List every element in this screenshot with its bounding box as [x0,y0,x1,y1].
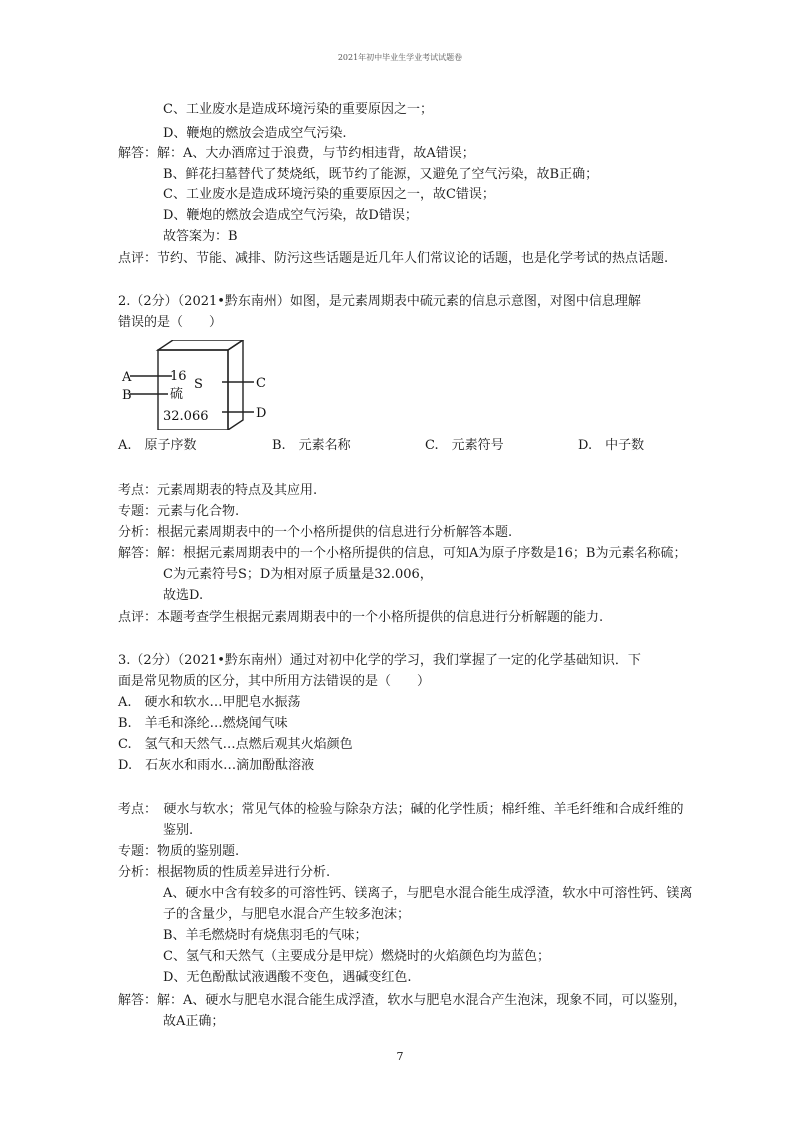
text-line: 考点： 硬水与软水；常见气体的检验与除杂方法；碱的化学性质；棉纤维、羊毛纤维和合成纤维的 [118,802,684,817]
text-line: 专题：元素与化合物. [118,504,240,519]
text-line: 点评：节约、节能、减排、防污这些话题是近几年人们常议论的话题，也是化学考试的热点话题. [118,251,669,266]
question-3-stem: 3.（2分）（2021•黔东南州）通过对初中化学的学习，我们掌握了一定的化学基础知识．下 [118,653,641,668]
question-3-option-c: C. 氢气和天然气…点燃后观其火焰颜色 [118,737,353,752]
page-header: 2021年初中毕业生学业考试试题卷 [337,53,463,62]
question-3-stem: 面是常见物质的区分，其中所用方法错误的是（ ） [118,674,431,689]
text-line: 考点：元素周期表的特点及其应用. [118,483,318,498]
text-line: B、鲜花扫墓替代了焚烧纸，既节约了能源，又避免了空气污染，故B正确； [163,167,599,182]
atomic-number: 16 [170,369,187,384]
text-line: A、硬水中含有较多的可溶性钙、镁离子，与肥皂水混合能生成浮渣，软水中可溶性钙、镁离 [163,886,693,901]
text-line: C、工业废水是造成环境污染的重要原因之一，故C错误； [163,187,495,202]
text-line: 专题：物质的鉴别题. [118,844,240,859]
text-line: 故选D. [163,588,204,603]
text-line: 子的含量少，与肥皂水混合产生较多泡沫； [163,907,411,922]
text-line: 分析：根据物质的性质差异进行分析. [118,865,331,880]
periodic-table-cell-figure [118,340,278,430]
page-number: 7 [396,1050,404,1063]
text-line: C、工业废水是造成环境污染的重要原因之一； [163,102,433,117]
option-c: C. 元素符号 [425,438,504,453]
question-3-option-a: A. 硬水和软水…甲肥皂水振荡 [118,695,301,710]
element-symbol: S [194,377,203,392]
text-line: D、无色酚酞试液遇酸不变色，遇碱变红色. [163,970,412,985]
text-line: 分析：根据元素周期表中的一个小格所提供的信息进行分析解答本题. [118,525,513,540]
text-line: C、氢气和天然气（主要成分是甲烷）燃烧时的火焰颜色均为蓝色； [163,949,550,964]
text-line: 鉴别. [163,823,194,838]
text-line: D、鞭炮的燃放会造成空气污染，故D错误； [163,208,418,223]
text-line: C为元素符号S；D为相对原子质量是32.006， [163,567,433,582]
text-line: 解答：解：根据元素周期表中的一个小格所提供的信息，可知A为原子序数是16；B为元素名称硫； [118,546,687,561]
text-line: 解答：解：A、硬水与肥皂水混合能生成浮渣，软水与肥皂水混合产生泡沫，现象不同，可以鉴别， [118,993,687,1008]
label-d: D [256,406,267,421]
text-line: B、羊毛燃烧时有烧焦羽毛的气味； [163,928,368,943]
text-line: 故答案为：B [163,229,238,244]
label-a: A [122,370,132,385]
label-c: C [256,376,266,391]
atomic-mass: 32.066 [163,409,209,424]
label-b: B [122,388,132,403]
option-d: D. 中子数 [578,438,645,453]
text-line: 故A正确； [163,1014,225,1029]
question-2-stem: 2.（2分）（2021•黔东南州）如图，是元素周期表中硫元素的信息示意图，对图中信息理解 [118,294,641,309]
question-2-stem: 错误的是（ ） [118,315,223,330]
text-line: D、鞭炮的燃放会造成空气污染. [163,126,347,141]
question-3-option-d: D. 石灰水和雨水…滴加酚酞溶液 [118,758,315,773]
text-line: 点评：本题考查学生根据元素周期表中的一个小格所提供的信息进行分析解题的能力. [118,610,604,625]
option-a: A. 原子序数 [118,438,197,453]
text-line: 解答：解：A、大办酒席过于浪费，与节约相违背，故A错误； [118,146,475,161]
option-b: B. 元素名称 [272,438,351,453]
element-name: 硫 [170,387,184,402]
question-3-option-b: B. 羊毛和涤纶…燃烧闻气味 [118,716,288,731]
